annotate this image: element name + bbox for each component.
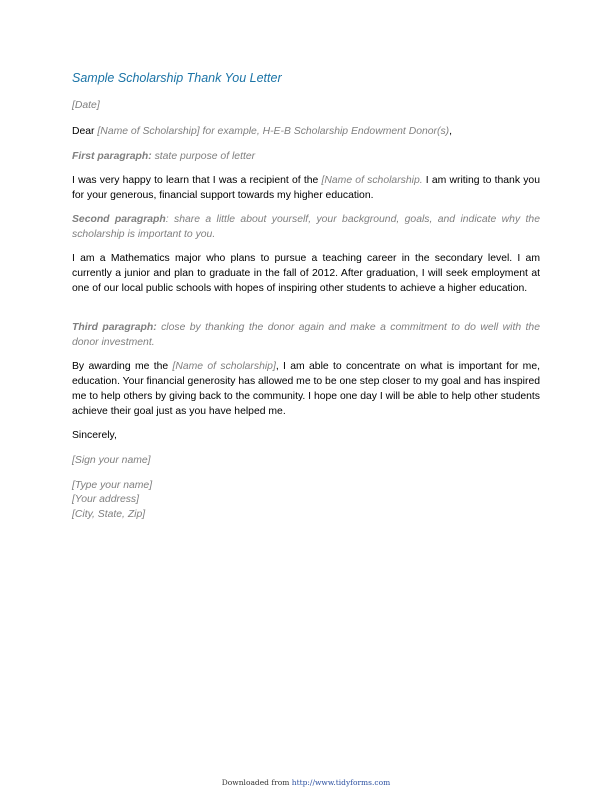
footer-link[interactable]: http://www.tidyforms.com <box>291 778 391 787</box>
paragraph-1 <box>72 173 540 203</box>
salutation <box>72 124 540 139</box>
first-paragraph-hint-text: state purpose of letter <box>151 151 256 162</box>
second-paragraph-hint <box>72 212 540 242</box>
second-paragraph-hint-label: Second paragraph <box>72 214 166 225</box>
paragraph-3 <box>72 359 540 419</box>
address-placeholder: [Your address] <box>72 494 140 505</box>
third-paragraph-hint <box>72 320 540 350</box>
salutation-prefix: Dear <box>72 126 98 137</box>
closing: Sincerely, <box>72 430 117 441</box>
paragraph-1-before: I was very happy to learn that I was a recipient of the <box>72 175 322 186</box>
paragraph-1-placeholder: [Name of scholarship. <box>321 175 423 186</box>
first-paragraph-hint-label: First paragraph: <box>72 151 152 162</box>
scholarship-name-placeholder: [Name of Scholarship] for example, H-E-B Scholarship Endowment Donor(s) <box>97 126 450 137</box>
third-paragraph-hint-text: close by thanking the donor again and make a commitment to do well with the donor investment. <box>72 322 540 348</box>
paragraph-1-after: I am writing to thank you for your generous, financial support towards my higher education. <box>72 175 540 201</box>
paragraph-3-before: By awarding me the <box>72 361 173 372</box>
paragraph-3-after: , I am able to concentrate on what is important for me, education. Your financial generosity has allowed me to be one step closer to my goal and has inspired me to help others by giving back to the community. I hope one day I will be able to help other students achieve their goal just as you have helped me. <box>72 361 540 417</box>
first-paragraph-hint <box>72 149 540 164</box>
sign-name-placeholder: [Sign your name] <box>72 455 151 466</box>
download-footer <box>0 778 612 787</box>
salutation-suffix: , <box>449 126 453 137</box>
footer-prefix: Downloaded from <box>221 778 292 787</box>
date-placeholder: [Date] <box>72 100 100 111</box>
city-state-zip-placeholder: [City, State, Zip] <box>72 509 146 520</box>
second-paragraph-hint-text: : share a little about yourself, your background, goals, and indicate why the scholarship is important to you. <box>72 214 540 240</box>
letter-title: Sample Scholarship Thank You Letter <box>72 71 282 85</box>
paragraph-3-placeholder: [Name of scholarship] <box>172 361 276 372</box>
third-paragraph-hint-label: Third paragraph: <box>72 322 157 333</box>
paragraph-2: I am a Mathematics major who plans to pursue a teaching career in the secondary level. I am currently a junior and plan to graduate in the fall of 2012. After graduation, I will seek employment at one of our local public schools with hopes of inspiring other students to achieve a higher education. <box>72 253 540 294</box>
type-name-placeholder: [Type your name] <box>72 480 153 491</box>
